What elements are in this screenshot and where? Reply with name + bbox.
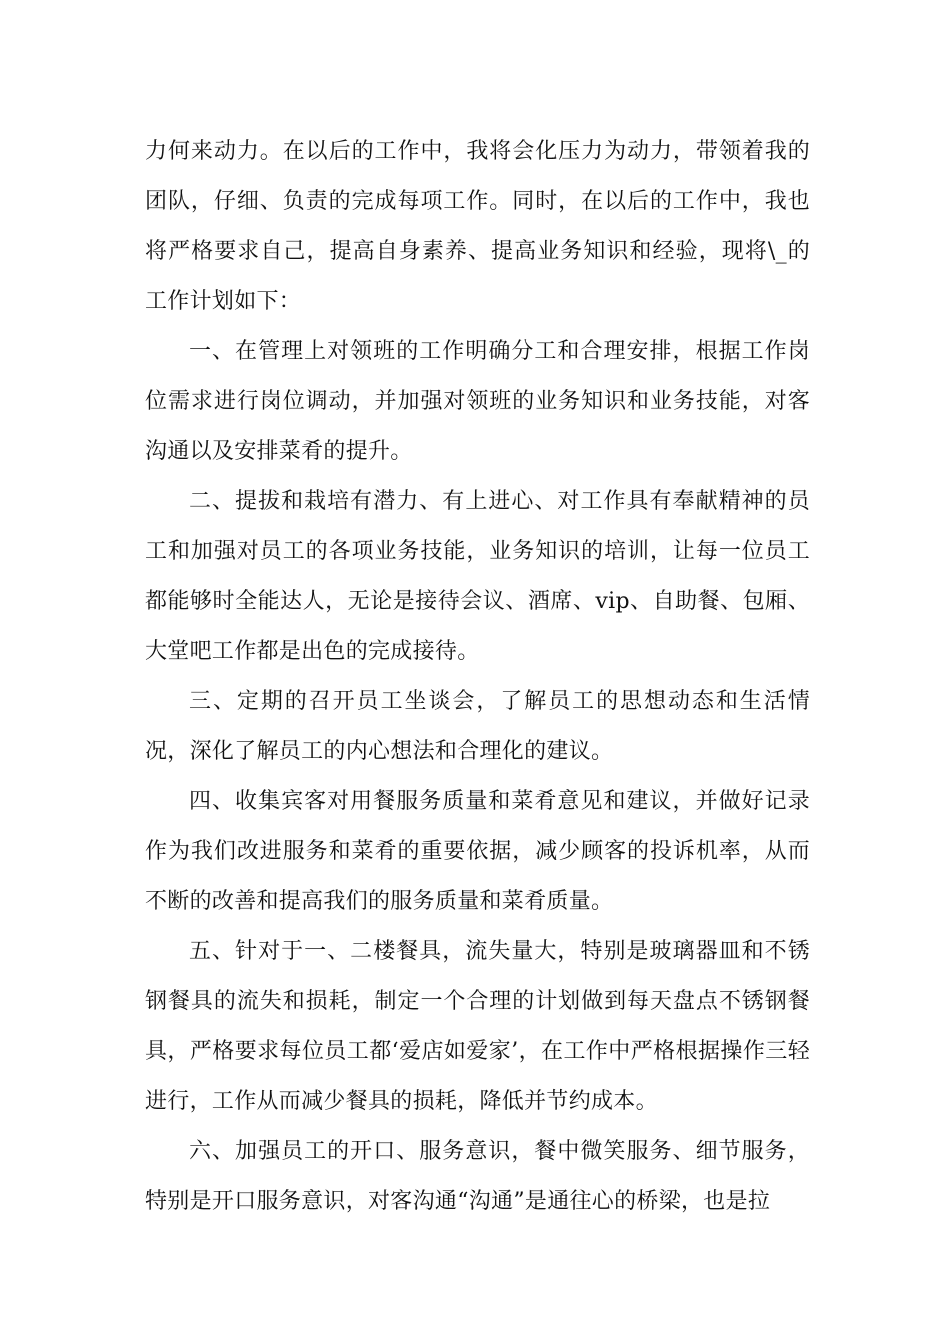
paragraph-item-4: 四、收集宾客对用餐服务质量和菜肴意见和建议，并做好记录作为我们改进服务和菜肴的重要依据，减少顾客的投诉机率，从而不断的改善和提高我们的服务质量和菜肴质量。 xyxy=(145,789,810,914)
paragraph-item-1: 一、在管理上对领班的工作明确分工和合理安排，根据工作岗位需求进行岗位调动，并加强对领班的业务知识和业务技能，对客沟通以及安排菜肴的提升。 xyxy=(145,339,810,464)
paragraph-intro: 力何来动力。在以后的工作中，我将会化压力为动力，带领着我的团队，仔细、负责的完成每项工作。同时，在以后的工作中，我也将严格要求自己，提高自身素养、提高业务知识和经验，现将\_的工作计划如下： xyxy=(145,139,810,314)
paragraph-item-5: 五、针对于一、二楼餐具，流失量大，特别是玻璃器皿和不锈钢餐具的流失和损耗，制定一个合理的计划做到每天盘点不锈钢餐具，严格要求每位员工都‘爱店如爱家’，在工作中严格根据操作三轻进行，工作从而减少餐具的损耗，降低并节约成本。 xyxy=(145,939,810,1114)
paragraph-item-2: 二、提拔和栽培有潜力、有上进心、对工作具有奉献精神的员工和加强对员工的各项业务技能，业务知识的培训，让每一位员工都能够时全能达人，无论是接待会议、酒席、vip、自助餐、包厢、大堂吧工作都是出色的完成接待。 xyxy=(145,489,810,664)
paragraph-item-3: 三、定期的召开员工坐谈会，了解员工的思想动态和生活情况，深化了解员工的内心想法和合理化的建议。 xyxy=(145,689,810,764)
document-body xyxy=(145,127,810,1227)
paragraph-item-6: 六、加强员工的开口、服务意识，餐中微笑服务、细节服务，特别是开口服务意识，对客沟通“沟通”是通往心的桥梁，也是拉 xyxy=(145,1139,810,1214)
